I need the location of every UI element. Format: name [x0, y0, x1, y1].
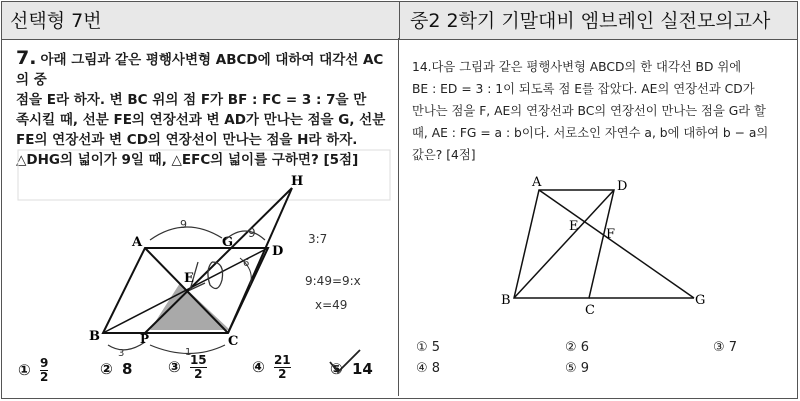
- checkmark-icon: [326, 348, 366, 378]
- question-line-3: 족시킬 때, 선분 FE의 연장선과 변 AD가 만나는 점을 G, 선분: [16, 112, 386, 128]
- right-line-5: 값은? [4점]: [412, 148, 476, 162]
- question-line-5: △DHG의 넓이가 9일 때, △EFC의 넓이를 구하면? [5점]: [16, 152, 359, 168]
- hw-ratio: 3:7: [308, 232, 328, 246]
- left-choice-1[interactable]: ① $\frac{9}{2}$: [18, 356, 49, 384]
- question-line-4: FE의 연장선과 변 CD의 연장선이 만나는 점을 H라 하자.: [16, 132, 358, 148]
- hw-seg-q: 9: [180, 218, 187, 231]
- left-choice-4[interactable]: ④ $\frac{21}{2}$: [252, 353, 291, 381]
- scan-box: [18, 150, 390, 200]
- label-e: E: [184, 271, 194, 286]
- left-choice-5[interactable]: ⑤ 14: [330, 360, 373, 378]
- left-figure: [0, 0, 398, 362]
- label-c: C: [585, 303, 595, 318]
- line-ch: [228, 188, 292, 333]
- right-choice-3[interactable]: ③ 7: [713, 340, 738, 355]
- hw-seg-9: 9: [248, 226, 256, 240]
- label-p: P: [140, 332, 150, 346]
- right-figure: [399, 0, 797, 330]
- label-g: G: [222, 235, 234, 250]
- label-a: A: [132, 235, 143, 250]
- right-line-4: 때, AE : FG = a : b이다. 서로소인 자연수 a, b에 대하여 b − a의: [412, 126, 769, 140]
- right-choice-5[interactable]: ⑤ 9: [565, 361, 590, 376]
- right-line-2: BE : ED = 3 : 1이 되도록 점 E를 잡았다. AE의 연장선과 CD가: [412, 82, 755, 96]
- question-line-1: 7. 아래 그림과 같은 평행사변형 ABCD에 대하여 대각선 AC의 중: [16, 47, 384, 88]
- left-choice-2[interactable]: ② 8: [100, 360, 133, 378]
- hw-seg-6: 6: [243, 258, 250, 269]
- label-g: G: [695, 293, 706, 308]
- right-choice-2[interactable]: ② 6: [565, 340, 590, 355]
- right-header: 중2 2학기 기말대비 엠브레인 실전모의고사: [400, 2, 797, 40]
- right-choice-4[interactable]: ④ 8: [416, 361, 441, 376]
- right-line-1: 14.다음 그림과 같은 평행사변형 ABCD의 한 대각선 BD 위에: [412, 60, 742, 74]
- right-line-3: 만나는 점을 F, AE의 연장선과 BC의 연장선이 만나는 점을 G라 할: [412, 104, 766, 118]
- label-e: E: [569, 219, 579, 234]
- diagonal-bd: [514, 190, 614, 298]
- hw-seg-3: 3: [118, 348, 125, 359]
- label-c: C: [228, 334, 239, 349]
- label-a: A: [532, 175, 542, 190]
- right-choice-1[interactable]: ① 5: [416, 340, 441, 355]
- hw-seg-1: 1: [185, 347, 192, 358]
- line-fh: [145, 188, 292, 333]
- hw-eq2: x=49: [315, 298, 348, 312]
- label-d: D: [272, 244, 284, 259]
- line-ag: [539, 190, 694, 298]
- label-f: F: [606, 227, 616, 242]
- label-d: D: [617, 179, 628, 194]
- left-choice-3[interactable]: ③ $\frac{15}{2}$: [168, 353, 207, 381]
- label-b: B: [501, 293, 511, 308]
- hw-eq1: 9:49=9:x: [305, 274, 361, 288]
- question-number: 7.: [16, 47, 37, 69]
- label-h: H: [291, 174, 304, 189]
- label-b: B: [89, 329, 100, 344]
- left-header: 선택형 7번: [2, 2, 400, 40]
- question-line-2: 점을 E라 하자. 변 BC 위의 점 F가 BF : FC = 3 : 7을 만: [16, 92, 367, 108]
